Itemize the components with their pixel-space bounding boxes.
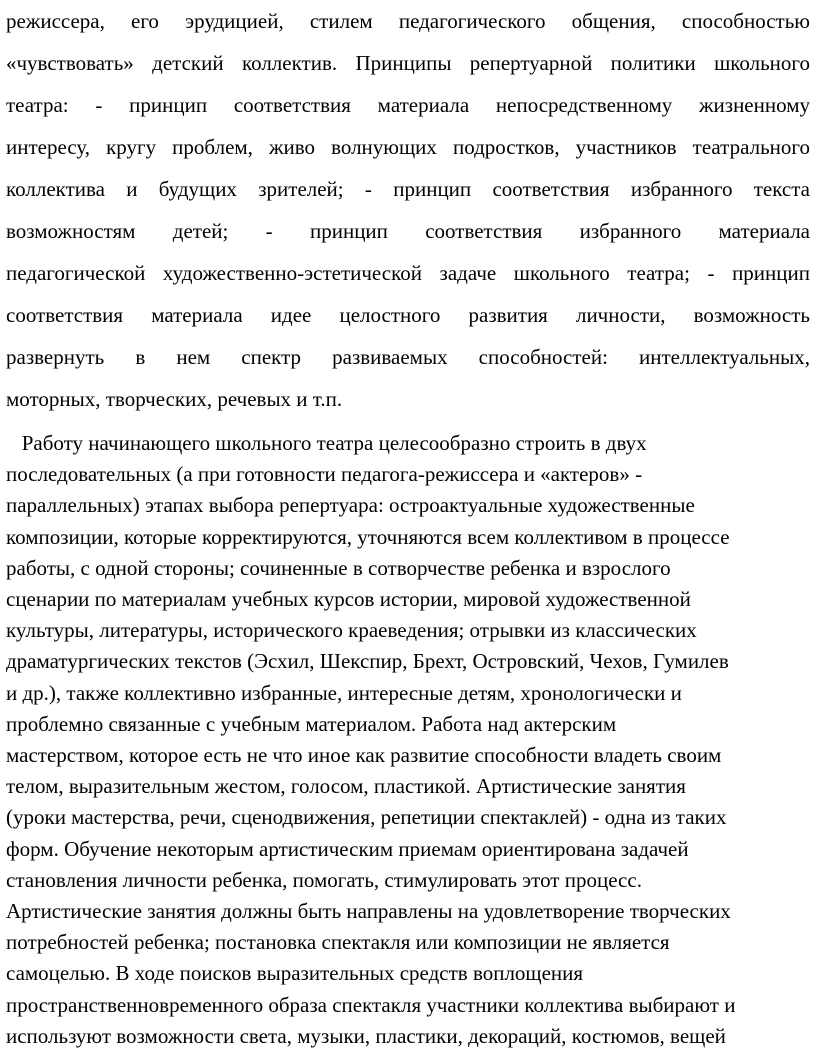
text-line: культуры, литературы, исторического краеведения; отрывки из классических	[6, 618, 697, 643]
text-line: композиции, которые корректируются, уточняются всем коллективом в процессе	[6, 524, 730, 549]
text-line: проблемно связанные с учебным материалом. Работа над актерским	[6, 711, 617, 736]
text-line: развернуть в нем спектр развиваемых способностей: интеллектуальных,	[6, 345, 810, 369]
text-line: и др.), также коллективно избранные, интересные детям, хронологически и	[6, 680, 682, 705]
text-line: работы, с одной стороны; сочиненные в сотворчестве ребенка и взрослого	[6, 555, 671, 580]
text-line: коллектива и будущих зрителей; - принцип соответствия избранного текста	[6, 177, 810, 201]
text-line: сценарии по материалам учебных курсов истории, мировой художественной	[6, 587, 691, 612]
text-line: Артистические занятия должны быть направлены на удовлетворение творческих	[6, 899, 731, 924]
text-line: театра: - принцип соответствия материала непосредственному жизненному	[6, 93, 810, 117]
text-line: пространственновременного образа спектакля участники коллектива выбирают и	[6, 992, 736, 1017]
paragraph-theatre-work	[6, 420, 810, 1052]
text-line: последовательных (а при готовности педагога-режиссера и «актеров» -	[6, 462, 643, 487]
text-line: драматургических текстов (Эсхил, Шекспир, Брехт, Островский, Чехов, Гумилев	[6, 649, 729, 674]
text-line: режиссера, его эрудицией, стилем педагогического общения, способностью	[6, 9, 810, 33]
text-line: педагогической художественно-эстетической задаче школьного театра; - принцип	[6, 261, 810, 285]
text-line: возможностям детей; - принцип соответствия избранного материала	[6, 219, 810, 243]
text-line: самоцелью. В ходе поисков выразительных средств воплощения	[6, 961, 584, 986]
paragraph-repertoire-principles	[6, 0, 810, 420]
text-line: потребностей ребенка; постановка спектакля или композиции не является	[6, 930, 670, 955]
text-line: (уроки мастерства, речи, сценодвижения, репетиции спектаклей) - одна из таких	[6, 805, 727, 830]
text-line: используют возможности света, музыки, пластики, декораций, костюмов, вещей	[6, 1023, 726, 1048]
text-line: интересу, кругу проблем, живо волнующих подростков, участников театрального	[6, 135, 810, 159]
text-line: соответствия материала идее целостного развития личности, возможность	[6, 303, 810, 327]
document-page	[6, 0, 810, 1052]
text-line: телом, выразительным жестом, голосом, пластикой. Артистические занятия	[6, 774, 686, 799]
text-line: мастерством, которое есть не что иное как развитие способности владеть своим	[6, 743, 722, 768]
text-line: параллельных) этапах выбора репертуара: остроактуальные художественные	[6, 493, 695, 518]
text-line: Работу начинающего школьного театра целесообразно строить в двух	[6, 431, 647, 455]
text-line: становления личности ребенка, помогать, стимулировать этот процесс.	[6, 867, 642, 892]
text-line: моторных, творческих, речевых и т.п.	[6, 387, 343, 411]
text-line: форм. Обучение некоторым артистическим приемам ориентирована задачей	[6, 836, 689, 861]
text-line: «чувствовать» детский коллектив. Принципы репертуарной политики школьного	[6, 51, 810, 75]
